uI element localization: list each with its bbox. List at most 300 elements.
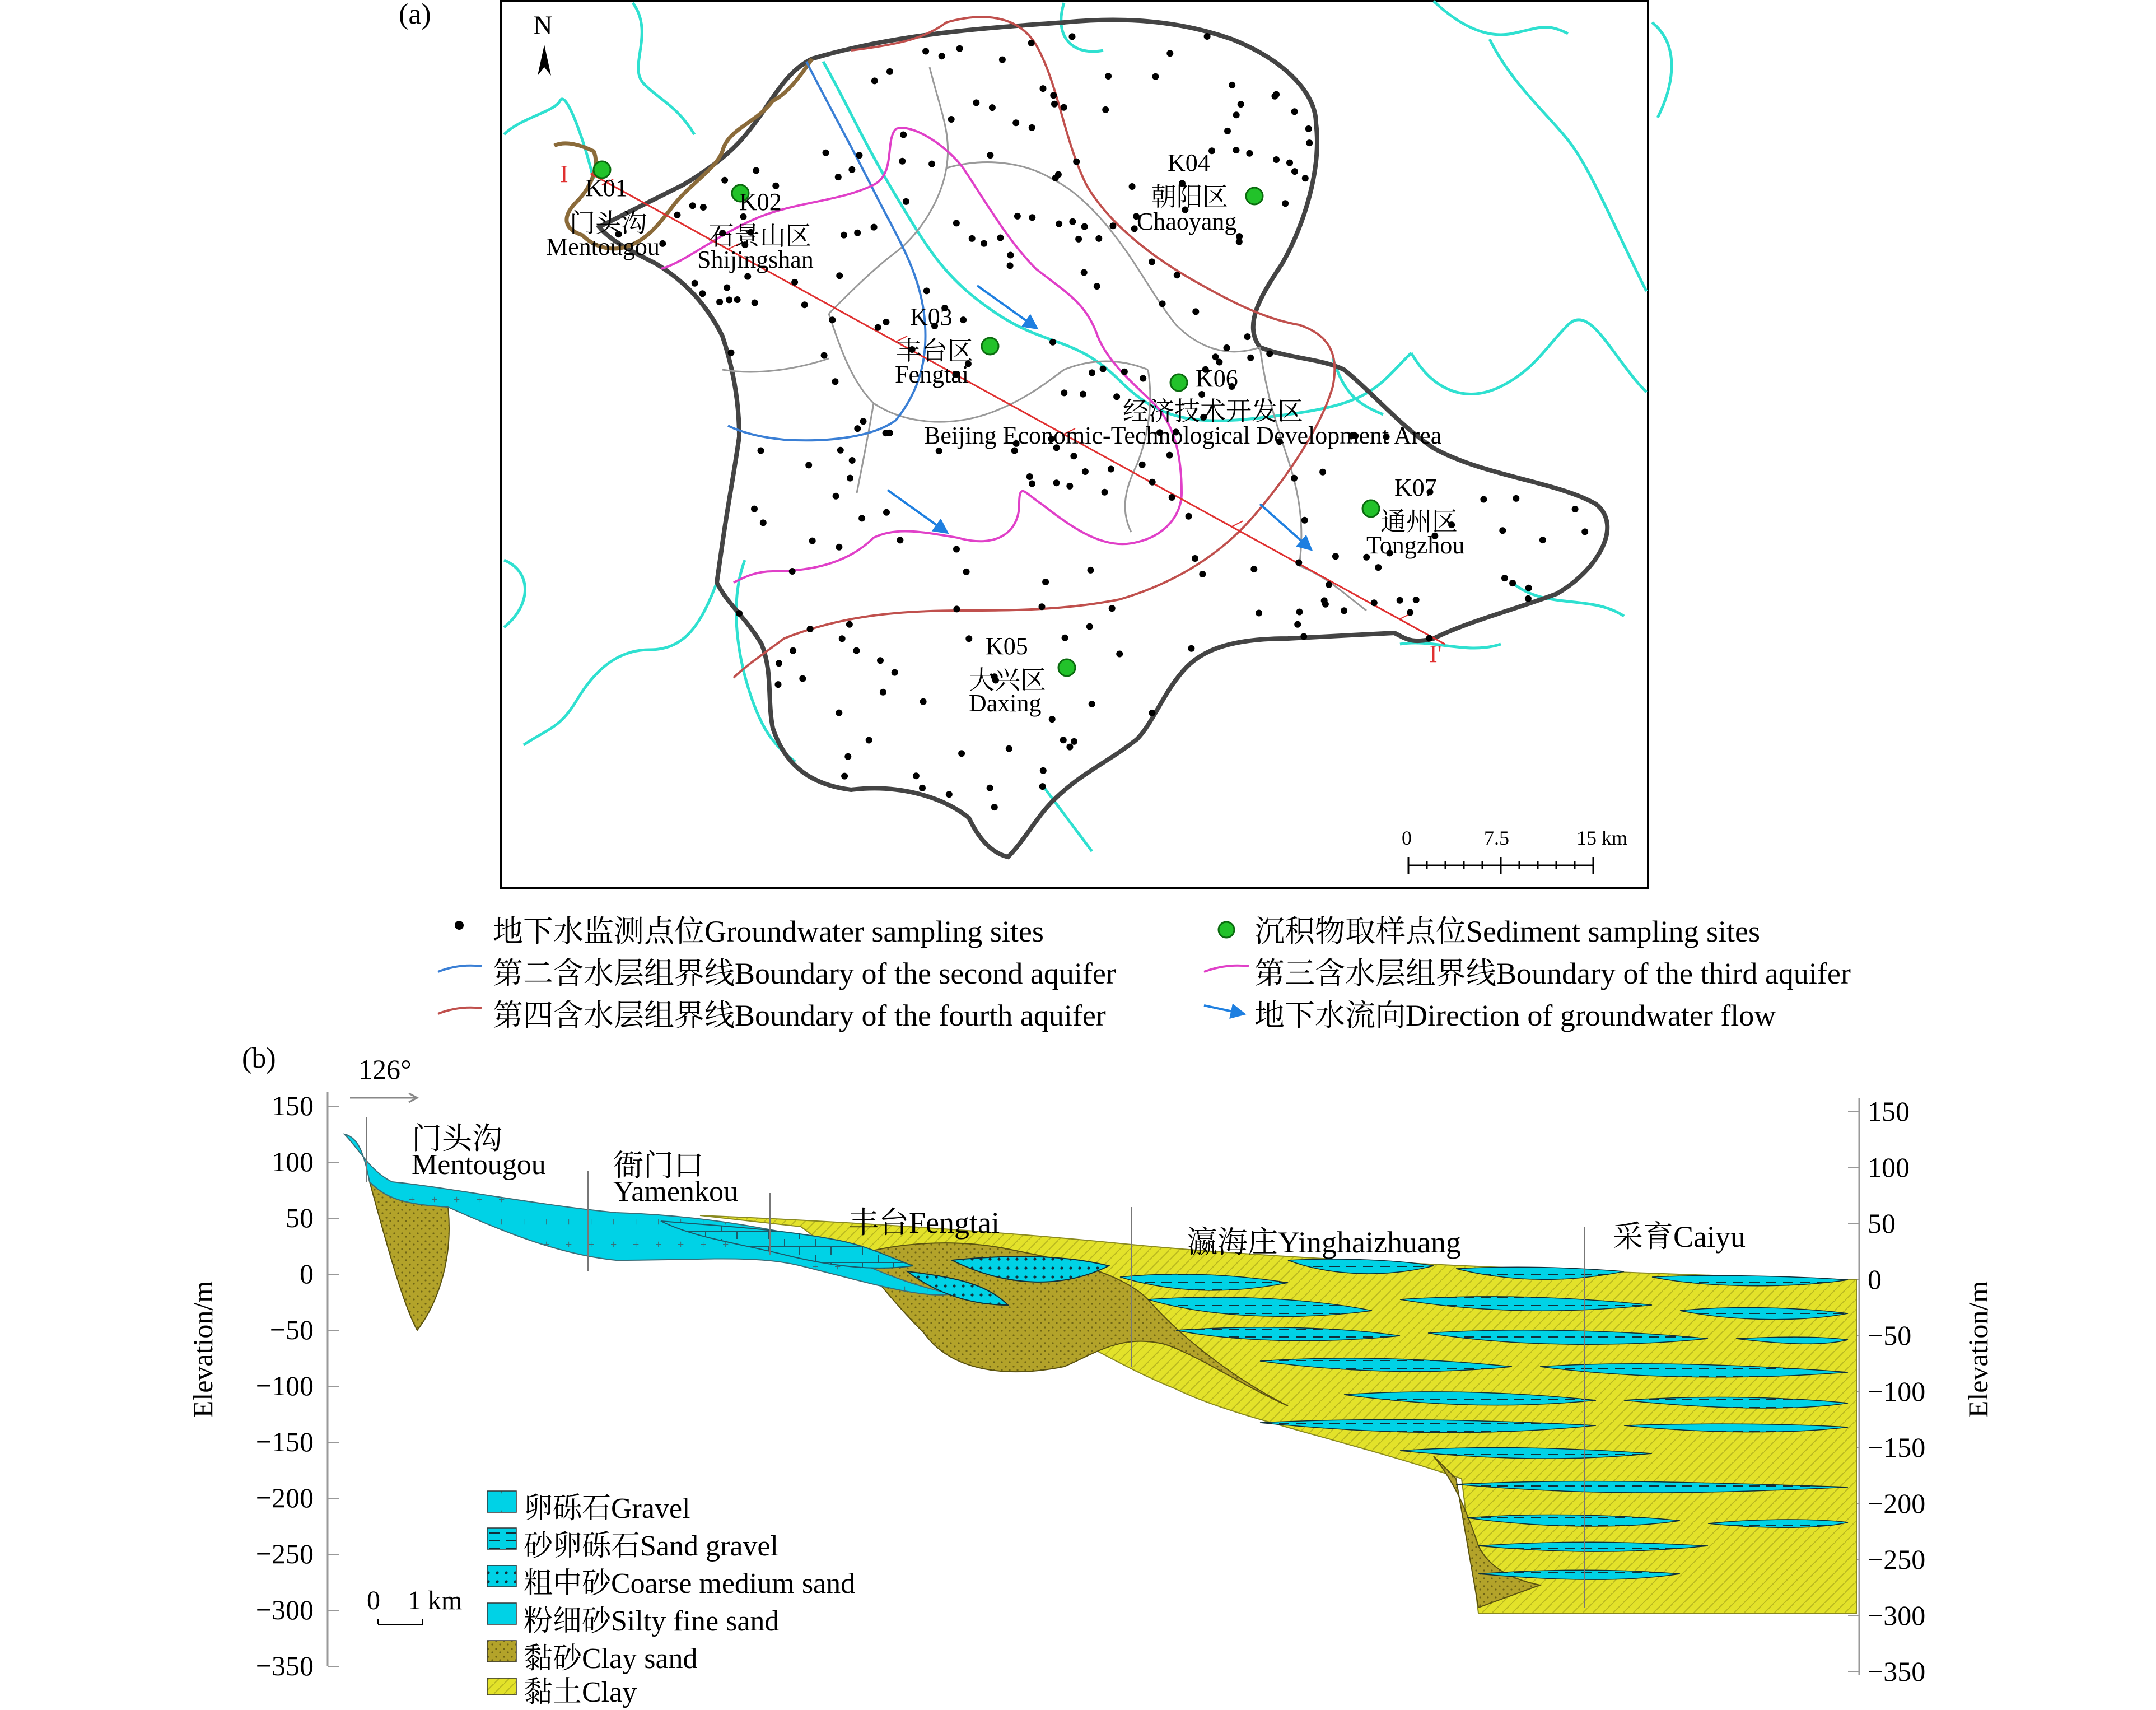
groundwater-site bbox=[1306, 139, 1313, 146]
groundwater-site bbox=[1051, 101, 1058, 108]
groundwater-site bbox=[1480, 496, 1487, 503]
groundwater-site bbox=[776, 660, 782, 667]
groundwater-site bbox=[854, 425, 861, 432]
right-tick-0: 0 bbox=[1868, 1264, 1882, 1295]
groundwater-site bbox=[953, 605, 960, 612]
label-k07-en: Tongzhou bbox=[1366, 532, 1465, 559]
groundwater-site bbox=[1121, 369, 1128, 375]
groundwater-site bbox=[997, 235, 1004, 241]
loc-caiyu: 采育Caiyu bbox=[1613, 1220, 1746, 1254]
legend-fourth-aquifer: 第四含水层组界线Boundary of the fourth aquifer bbox=[493, 999, 1106, 1032]
groundwater-site bbox=[726, 296, 732, 303]
groundwater-site bbox=[1039, 783, 1046, 790]
groundwater-site bbox=[892, 669, 898, 676]
groundwater-site bbox=[799, 675, 806, 682]
right-tick-100: 100 bbox=[1868, 1152, 1910, 1183]
groundwater-site bbox=[1080, 391, 1086, 398]
groundwater-site bbox=[1296, 609, 1303, 616]
y-axis-label-right: Elevation/m bbox=[1962, 1280, 1994, 1418]
groundwater-site bbox=[858, 515, 865, 521]
groundwater-site bbox=[839, 635, 846, 642]
groundwater-site bbox=[1509, 580, 1516, 586]
groundwater-site bbox=[1149, 710, 1156, 716]
groundwater-site bbox=[1102, 106, 1109, 113]
groundwater-site bbox=[1282, 200, 1289, 207]
label-k03-cn: 丰台区 bbox=[896, 337, 973, 365]
groundwater-site bbox=[724, 285, 730, 291]
groundwater-site bbox=[1246, 150, 1253, 157]
north-label: N bbox=[533, 11, 553, 40]
swatch-silty-fine-sand bbox=[487, 1603, 516, 1624]
groundwater-site bbox=[1286, 160, 1293, 166]
groundwater-site bbox=[1081, 223, 1088, 230]
legend-groundwater-sites: 地下水监测点位Groundwater sampling sites bbox=[493, 915, 1044, 948]
left-tick-0: 0 bbox=[300, 1258, 314, 1289]
groundwater-site bbox=[1525, 585, 1532, 591]
groundwater-site bbox=[716, 299, 723, 305]
groundwater-site bbox=[736, 610, 743, 617]
groundwater-site bbox=[1301, 517, 1308, 524]
groundwater-site bbox=[844, 753, 851, 760]
groundwater-site bbox=[1188, 645, 1194, 652]
groundwater-site bbox=[900, 132, 907, 138]
loc-fengtai: 丰台Fengtai bbox=[848, 1206, 1000, 1240]
right-tick-m150: −150 bbox=[1868, 1432, 1926, 1463]
label-k01-cn: 门头沟 bbox=[570, 209, 647, 237]
label-k03-en: Fengtai bbox=[895, 361, 969, 388]
legend-coarse-sand: 粗中砂Coarse medium sand bbox=[524, 1568, 856, 1600]
label-k01-en: Mentougou bbox=[546, 233, 660, 260]
groundwater-site bbox=[836, 544, 842, 551]
groundwater-site bbox=[1539, 537, 1546, 543]
groundwater-site bbox=[760, 519, 767, 526]
right-tick-m200: −200 bbox=[1868, 1488, 1926, 1519]
section-end-label: I' bbox=[1429, 640, 1442, 668]
sediment-site-k06 bbox=[1170, 374, 1187, 391]
groundwater-site bbox=[1499, 527, 1506, 534]
sediment-site-k04 bbox=[1246, 188, 1263, 204]
legend-third-aquifer: 第三含水层组界线Boundary of the third aquifer bbox=[1254, 957, 1851, 990]
label-k04: K04 bbox=[1168, 149, 1210, 176]
loc-mentougou-cn: 门头沟 bbox=[412, 1122, 502, 1155]
groundwater-site bbox=[899, 158, 906, 165]
groundwater-site bbox=[659, 240, 666, 247]
groundwater-site bbox=[1116, 651, 1123, 658]
loc-yamenkou-cn: 衙门口 bbox=[613, 1149, 704, 1182]
groundwater-site bbox=[1326, 581, 1332, 588]
groundwater-site bbox=[853, 647, 860, 654]
groundwater-site bbox=[871, 77, 878, 84]
map-scale-0: 0 bbox=[1402, 827, 1412, 849]
groundwater-site bbox=[1319, 469, 1326, 476]
groundwater-site bbox=[1174, 272, 1180, 278]
groundwater-site bbox=[1581, 528, 1588, 535]
groundwater-site bbox=[1525, 595, 1532, 602]
groundwater-site bbox=[1113, 393, 1120, 400]
groundwater-site bbox=[953, 220, 960, 226]
groundwater-site bbox=[833, 493, 839, 500]
label-k02-cn: 石景山区 bbox=[708, 222, 811, 250]
groundwater-site bbox=[1007, 252, 1014, 259]
groundwater-site bbox=[1073, 159, 1080, 165]
groundwater-site bbox=[877, 657, 884, 664]
swatch-sand-gravel bbox=[487, 1528, 516, 1549]
groundwater-site bbox=[1294, 621, 1301, 628]
groundwater-site bbox=[1273, 156, 1280, 163]
groundwater-site bbox=[866, 737, 872, 744]
groundwater-site bbox=[1413, 597, 1420, 603]
azimuth-label: 126° bbox=[358, 1054, 412, 1085]
groundwater-site bbox=[1169, 494, 1175, 501]
groundwater-site bbox=[883, 319, 890, 325]
swatch-gravel bbox=[487, 1491, 516, 1512]
groundwater-site bbox=[734, 296, 741, 303]
groundwater-site bbox=[1089, 369, 1095, 376]
groundwater-site bbox=[728, 350, 735, 356]
section-start-label: I bbox=[560, 160, 568, 188]
groundwater-site bbox=[1075, 236, 1082, 243]
groundwater-site bbox=[1166, 50, 1173, 57]
sediment-site-k05 bbox=[1058, 659, 1075, 676]
left-tick-150: 150 bbox=[272, 1090, 314, 1121]
groundwater-site bbox=[946, 791, 953, 798]
groundwater-site bbox=[1192, 555, 1198, 562]
groundwater-site bbox=[841, 232, 847, 239]
groundwater-site bbox=[1081, 269, 1088, 276]
legend-aquifer2-icon bbox=[438, 966, 482, 972]
groundwater-site bbox=[1042, 579, 1049, 585]
groundwater-site bbox=[1089, 701, 1095, 707]
groundwater-site bbox=[835, 174, 842, 180]
groundwater-site bbox=[1061, 104, 1067, 111]
groundwater-site bbox=[1094, 283, 1100, 290]
groundwater-site bbox=[1186, 513, 1192, 520]
groundwater-site bbox=[1050, 92, 1057, 99]
left-tick-m250: −250 bbox=[255, 1538, 314, 1569]
groundwater-site bbox=[989, 104, 996, 111]
groundwater-site bbox=[1139, 462, 1146, 468]
swatch-clay-sand bbox=[487, 1641, 516, 1662]
groundwater-site bbox=[1266, 351, 1273, 357]
label-k05: K05 bbox=[986, 632, 1028, 660]
left-axis-ticks bbox=[328, 1106, 339, 1666]
groundwater-site bbox=[913, 772, 920, 779]
groundwater-site bbox=[1407, 609, 1413, 616]
legend-sediment-sites: 沉积物取样点位Sediment sampling sites bbox=[1254, 915, 1760, 948]
groundwater-site bbox=[837, 447, 844, 454]
groundwater-site bbox=[1069, 218, 1076, 225]
groundwater-site bbox=[880, 689, 886, 696]
groundwater-site bbox=[1233, 111, 1240, 118]
groundwater-site bbox=[1332, 553, 1339, 560]
groundwater-site bbox=[1006, 745, 1012, 752]
legend-clay-sand: 黏砂Clay sand bbox=[524, 1643, 698, 1675]
groundwater-site bbox=[1302, 175, 1309, 181]
groundwater-site bbox=[871, 224, 878, 231]
groundwater-site bbox=[886, 68, 893, 75]
groundwater-site bbox=[1049, 339, 1056, 346]
groundwater-site bbox=[1291, 475, 1298, 482]
groundwater-site bbox=[1069, 33, 1076, 40]
groundwater-site bbox=[836, 272, 843, 279]
left-tick-m300: −300 bbox=[255, 1594, 314, 1625]
right-tick-m100: −100 bbox=[1868, 1376, 1926, 1407]
groundwater-site bbox=[948, 116, 955, 123]
label-k04-cn: 朝阳区 bbox=[1151, 183, 1228, 211]
groundwater-site bbox=[692, 280, 698, 287]
groundwater-site bbox=[674, 212, 681, 218]
label-k02-en: Shijingshan bbox=[697, 246, 814, 273]
groundwater-site bbox=[1109, 605, 1116, 612]
section-scale-unit: 1 km bbox=[408, 1586, 463, 1615]
section-scale-0: 0 bbox=[367, 1586, 380, 1615]
groundwater-site bbox=[1152, 73, 1159, 80]
groundwater-site bbox=[1291, 168, 1298, 175]
legend-sand-gravel: 砂卵砾石Sand gravel bbox=[524, 1530, 778, 1562]
groundwater-site bbox=[1375, 564, 1382, 571]
label-k06: K06 bbox=[1196, 365, 1238, 392]
groundwater-site bbox=[969, 235, 976, 242]
groundwater-site bbox=[1100, 366, 1107, 372]
groundwater-site bbox=[1247, 355, 1254, 361]
groundwater-site bbox=[958, 750, 965, 757]
groundwater-site bbox=[1056, 221, 1062, 227]
label-k01: K01 bbox=[585, 174, 628, 202]
groundwater-site bbox=[1149, 479, 1156, 486]
groundwater-site bbox=[981, 240, 987, 247]
legend-gravel: 卵砾石Gravel bbox=[524, 1493, 690, 1525]
groundwater-site bbox=[854, 230, 861, 236]
groundwater-site bbox=[1095, 235, 1102, 242]
groundwater-site bbox=[721, 177, 728, 184]
groundwater-site bbox=[744, 273, 751, 280]
groundwater-site bbox=[1007, 262, 1014, 269]
groundwater-site bbox=[928, 161, 935, 167]
groundwater-site bbox=[699, 290, 706, 297]
groundwater-site bbox=[1102, 489, 1108, 496]
groundwater-site bbox=[847, 475, 853, 482]
groundwater-site bbox=[1053, 479, 1060, 486]
groundwater-site bbox=[1040, 85, 1047, 92]
groundwater-site bbox=[1371, 599, 1378, 606]
groundwater-site bbox=[1513, 495, 1519, 502]
groundwater-site bbox=[1140, 375, 1146, 382]
groundwater-site bbox=[1159, 300, 1166, 307]
groundwater-site bbox=[987, 152, 993, 159]
groundwater-site bbox=[807, 626, 814, 632]
groundwater-site bbox=[1149, 258, 1155, 265]
groundwater-site bbox=[1061, 389, 1067, 396]
right-tick-150: 150 bbox=[1868, 1096, 1910, 1127]
groundwater-site bbox=[1244, 333, 1251, 340]
groundwater-site bbox=[1572, 506, 1579, 512]
sediment-site-k03 bbox=[982, 338, 998, 355]
groundwater-site bbox=[832, 378, 838, 385]
legend-second-aquifer: 第二含水层组界线Boundary of the second aquifer bbox=[493, 957, 1116, 990]
groundwater-site bbox=[841, 773, 848, 780]
section-scale-bar bbox=[378, 1619, 423, 1624]
groundwater-site bbox=[1305, 125, 1312, 132]
groundwater-site bbox=[1109, 222, 1116, 229]
panel-a-label: (a) bbox=[399, 0, 431, 30]
groundwater-site bbox=[1088, 567, 1094, 574]
groundwater-site bbox=[1273, 91, 1280, 98]
groundwater-site bbox=[1300, 633, 1307, 640]
groundwater-site bbox=[897, 537, 903, 543]
legend-b-swatches bbox=[487, 1491, 516, 1695]
groundwater-site bbox=[1070, 453, 1077, 459]
swatch-clay bbox=[487, 1678, 516, 1695]
label-k05-cn: 大兴区 bbox=[969, 666, 1046, 695]
right-tick-m50: −50 bbox=[1868, 1320, 1912, 1351]
groundwater-site bbox=[758, 448, 764, 454]
label-k02: K02 bbox=[739, 188, 782, 216]
groundwater-site bbox=[1071, 738, 1077, 745]
groundwater-site bbox=[960, 316, 967, 323]
groundwater-site bbox=[1212, 353, 1219, 360]
groundwater-site bbox=[1291, 108, 1298, 115]
groundwater-site bbox=[987, 785, 993, 791]
groundwater-site bbox=[1105, 73, 1112, 80]
groundwater-site bbox=[752, 300, 758, 306]
label-k07-cn: 通州区 bbox=[1380, 507, 1458, 536]
groundwater-site bbox=[1040, 767, 1047, 774]
groundwater-site bbox=[790, 647, 796, 654]
groundwater-site bbox=[700, 204, 707, 211]
groundwater-site bbox=[775, 681, 782, 688]
groundwater-site bbox=[1066, 483, 1073, 490]
groundwater-site bbox=[1029, 124, 1035, 131]
groundwater-site bbox=[856, 152, 863, 159]
groundwater-site bbox=[860, 418, 867, 425]
groundwater-site bbox=[689, 202, 696, 209]
groundwater-site bbox=[919, 785, 926, 791]
groundwater-site bbox=[791, 279, 798, 286]
y-axis-label-left: Elevation/m bbox=[187, 1280, 219, 1418]
groundwater-site bbox=[1204, 33, 1211, 40]
groundwater-site bbox=[1199, 571, 1206, 577]
groundwater-site bbox=[805, 462, 812, 468]
label-k07: K07 bbox=[1394, 474, 1437, 501]
label-k06-cn: 经济技术开发区 bbox=[1123, 397, 1303, 426]
groundwater-site bbox=[922, 48, 929, 55]
groundwater-site bbox=[999, 57, 1006, 63]
groundwater-site bbox=[1250, 566, 1257, 572]
left-tick-100: 100 bbox=[272, 1146, 314, 1177]
groundwater-site bbox=[1028, 40, 1035, 46]
groundwater-site bbox=[1501, 575, 1508, 581]
left-tick-50: 50 bbox=[286, 1202, 314, 1233]
groundwater-site bbox=[1224, 128, 1231, 134]
loc-mentougou-en: Mentougou bbox=[412, 1149, 546, 1181]
groundwater-site bbox=[823, 150, 829, 156]
swatch-coarse-sand bbox=[487, 1565, 516, 1587]
groundwater-site bbox=[923, 287, 930, 294]
groundwater-site bbox=[1321, 597, 1328, 604]
label-k03: K03 bbox=[910, 303, 953, 330]
groundwater-site bbox=[1229, 82, 1235, 88]
groundwater-site bbox=[1014, 213, 1021, 220]
groundwater-site bbox=[875, 324, 881, 331]
groundwater-site bbox=[1108, 466, 1114, 473]
groundwater-site bbox=[849, 457, 856, 464]
groundwater-site bbox=[789, 568, 796, 575]
groundwater-site bbox=[1060, 737, 1067, 743]
azimuth-arrow-icon bbox=[350, 1093, 417, 1102]
map-scale-7-5: 7.5 bbox=[1484, 827, 1509, 849]
groundwater-site bbox=[1192, 308, 1199, 315]
legend-clay: 黏土Clay bbox=[524, 1676, 637, 1708]
groundwater-site bbox=[1341, 607, 1347, 614]
groundwater-site bbox=[956, 45, 963, 52]
left-tick-m100: −100 bbox=[255, 1370, 314, 1401]
groundwater-site bbox=[751, 506, 758, 512]
right-tick-50: 50 bbox=[1868, 1208, 1896, 1239]
groundwater-site bbox=[1029, 481, 1035, 487]
groundwater-site bbox=[1224, 344, 1230, 351]
groundwater-site bbox=[963, 569, 970, 575]
left-tick-m200: −200 bbox=[255, 1482, 314, 1513]
groundwater-site bbox=[1026, 473, 1033, 480]
map-scale-15: 15 km bbox=[1576, 827, 1628, 849]
legend-silty-fine-sand: 粉细砂Silty fine sand bbox=[524, 1605, 780, 1637]
groundwater-site bbox=[801, 301, 808, 308]
groundwater-site bbox=[836, 710, 842, 716]
groundwater-site bbox=[953, 546, 960, 553]
groundwater-site bbox=[1082, 468, 1089, 475]
groundwater-site bbox=[883, 430, 889, 436]
groundwater-site bbox=[846, 621, 853, 628]
label-k06-en: Beijing Economic-Technological Development Area bbox=[924, 422, 1442, 449]
left-tick-m150: −150 bbox=[255, 1426, 314, 1457]
left-tick-m50: −50 bbox=[269, 1314, 314, 1345]
groundwater-site bbox=[753, 167, 759, 174]
groundwater-site bbox=[829, 316, 836, 323]
groundwater-site bbox=[920, 698, 927, 705]
groundwater-site bbox=[1039, 603, 1046, 610]
groundwater-site bbox=[1029, 214, 1035, 221]
left-tick-m350: −350 bbox=[255, 1650, 314, 1681]
groundwater-site bbox=[1066, 744, 1073, 751]
groundwater-site bbox=[939, 53, 945, 59]
groundwater-site bbox=[1086, 623, 1093, 630]
label-k05-en: Daxing bbox=[969, 689, 1042, 717]
panel-b-label: (b) bbox=[242, 1042, 276, 1074]
groundwater-site bbox=[1129, 183, 1136, 190]
groundwater-site bbox=[991, 804, 998, 810]
groundwater-site bbox=[883, 509, 890, 516]
groundwater-site bbox=[1256, 610, 1262, 617]
groundwater-site bbox=[1238, 101, 1244, 108]
loc-yamenkou-en: Yamenkou bbox=[613, 1176, 738, 1208]
groundwater-site bbox=[903, 198, 909, 205]
loc-yinghaizhuang: 瀛海庄Yinghaizhuang bbox=[1187, 1226, 1461, 1259]
groundwater-site bbox=[1012, 119, 1019, 126]
groundwater-site bbox=[1397, 597, 1403, 604]
legend-aquifer4-icon bbox=[438, 1008, 482, 1014]
groundwater-site bbox=[809, 538, 816, 544]
groundwater-site bbox=[1233, 147, 1240, 153]
sediment-site-k07 bbox=[1362, 500, 1379, 517]
label-k04-en: Chaoyang bbox=[1137, 208, 1237, 235]
legend-aquifer3-icon bbox=[1204, 966, 1249, 972]
right-tick-m300: −300 bbox=[1868, 1600, 1926, 1631]
legend-flow-icon bbox=[1204, 1005, 1243, 1014]
legend-dot-icon bbox=[455, 921, 464, 930]
groundwater-site bbox=[848, 166, 855, 173]
legend-flow-direction: 地下水流向Direction of groundwater flow bbox=[1254, 999, 1776, 1032]
groundwater-site bbox=[1295, 560, 1302, 566]
